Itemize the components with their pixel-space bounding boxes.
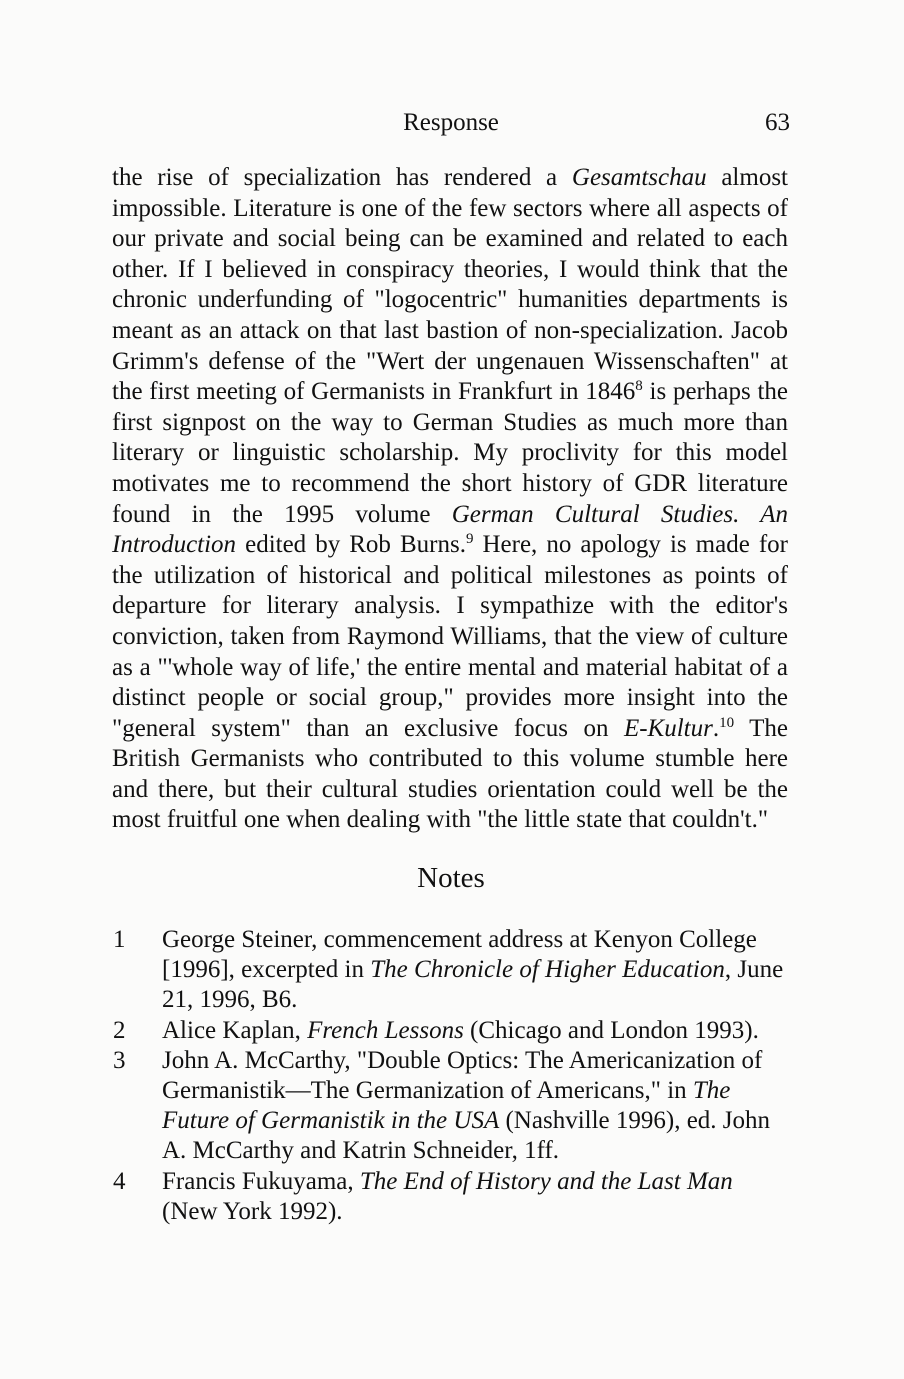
italic-title: French Lessons [307,1016,464,1044]
note-item [112,1016,790,1046]
note-item [112,925,790,1016]
running-title: Response [403,109,499,136]
text-run: John A. McCarthy, "Double Optics: The Americanization of Germanistik—The Germanization of Americans," in [162,1046,763,1105]
footnote-ref-10: 10 [719,714,735,731]
text-run: The British Germanists who contributed to this volume stumble here and there, but their cultural studies orientation could well be the most fruitful one when dealing with "the little state that couldn't." [112,714,795,834]
note-number: 4 [113,1167,126,1195]
text-run: (Nashville 1996), ed. John A. McCarthy and Katrin Schneider, 1ff. [162,1107,771,1165]
text-run: Francis Fukuyama, [162,1167,360,1195]
text-run: almost impossible. Literature is one of the few sectors where all aspects of our private and social being can be examined and related to each other. If I believed in conspiracy theories, I would think that the chronic underfunding of "logocentric" humanities departments is meant as an attack on that last bastion of non-specialization. Jacob Grimm's defense of the "Wert der ungenauen Wissenschaften" at the first meeting of Germanists in Frankfurt in 1846 [112,164,795,406]
italic-title: The End of History and the Last Man [359,1167,733,1195]
running-head [112,106,790,140]
footnote-ref-9: 9 [465,531,474,548]
note-item [112,1167,790,1227]
body-paragraph [112,163,795,836]
note-number: 1 [113,926,126,953]
text-run: Alice Kaplan, [162,1016,308,1044]
paragraph-text [112,163,795,836]
note-number: 3 [113,1046,126,1074]
note-text [162,925,790,1016]
note-text [162,1016,790,1046]
page-number: 63 [765,109,790,136]
italic-book-title: German Cultural Studies. An Introduction [112,500,795,559]
italic-term-e-kultur: E-Kultur [623,714,713,742]
footnote-ref-8: 8 [635,378,643,395]
text-run: , June 21, 1996, B6. [162,956,784,1014]
italic-title: The Future of Germanistik in the USA [162,1077,731,1135]
italic-term-gesamtschau: Gesamtschau [571,164,707,191]
text-run: the rise of specialization has rendered a [112,164,572,191]
text-run: . [712,714,720,742]
note-item [112,1046,790,1167]
text-run: edited by Rob Burns. [236,531,466,559]
text-run: is perhaps the first signpost on the way to German Studies as much more than literary or linguistic scholarship. My proclivity for this model motivates me to recommend the short history of GDR literature found in the 1995 volume [112,378,795,528]
text-run: (Chicago and London 1993). [463,1016,759,1044]
text-run: Here, no apology is made for the utilization of historical and political milestones as points of departure for literary analysis. I sympathize with the editor's conviction, taken from Raymond Williams, that the view of culture as a "'whole way of life,' the entire mental and material habitat of a distinct people or social group," provides more insight into the "general system" than an exclusive focus on [112,531,795,742]
text-run: (New York 1992). [162,1197,343,1225]
note-text [162,1167,790,1227]
text-run: George Steiner, commencement address at Kenyon College [1996], excerpted in [162,926,757,984]
italic-title: The Chronicle of Higher Education [370,956,725,984]
note-text [162,1046,790,1167]
notes-heading: Notes [417,862,485,894]
notes-list [112,925,790,1227]
note-number: 2 [113,1016,126,1044]
